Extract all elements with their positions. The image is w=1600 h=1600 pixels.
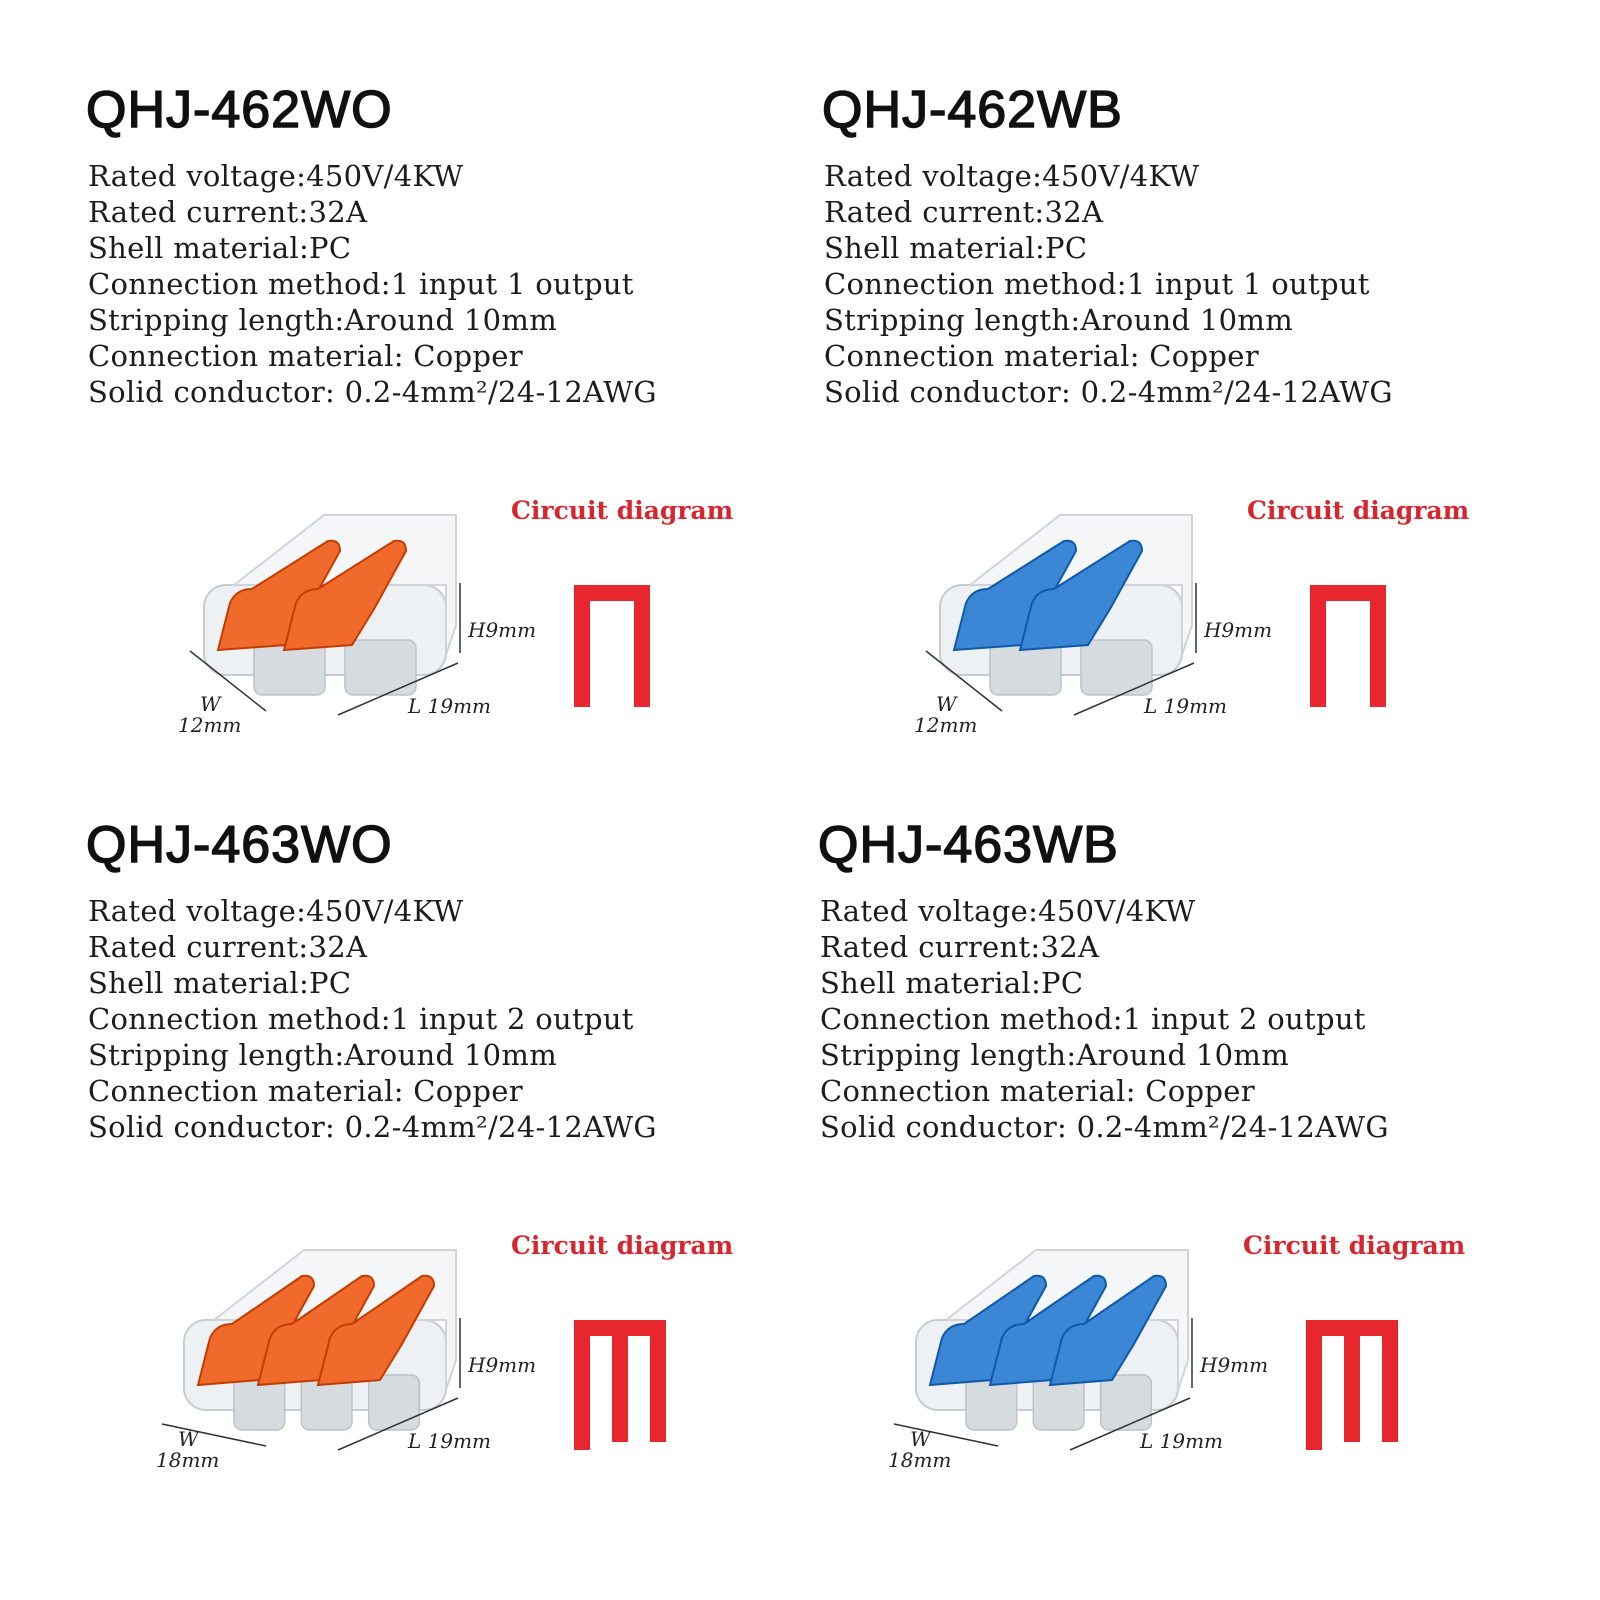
- connector-image: [146, 1210, 537, 1472]
- circuit-diagram-label: Circuit diagram: [511, 1231, 734, 1260]
- spec-line: Connection material: Copper: [820, 1074, 1255, 1108]
- width-dimension-label: W: [910, 1427, 931, 1451]
- circuit-path: [574, 585, 650, 707]
- spec-line: Rated voltage:450V/4KW: [824, 159, 1200, 193]
- circuit-diagram-label: Circuit diagram: [511, 496, 734, 525]
- spec-line: Rated voltage:450V/4KW: [88, 894, 464, 928]
- circuit-diagram-label: Circuit diagram: [1247, 496, 1470, 525]
- model-title: QHJ-462WB: [822, 81, 1123, 139]
- spec-line: Rated voltage:450V/4KW: [820, 894, 1196, 928]
- width-dimension-label: W: [936, 692, 957, 716]
- spec-line: Stripping length:Around 10mm: [820, 1038, 1290, 1072]
- height-dimension: H9mm: [468, 1353, 537, 1377]
- spec-line: Rated current:32A: [820, 930, 1100, 964]
- circuit-diagram-icon: [574, 1320, 674, 1450]
- spec-line: Shell material:PC: [88, 231, 352, 265]
- width-dimension-value: 18mm: [156, 1448, 220, 1472]
- spec-line: Solid conductor: 0.2-4mm²/24-12AWG: [824, 375, 1393, 409]
- spec-list: [88, 158, 657, 410]
- circuit-diagram-icon: [574, 585, 674, 715]
- spec-line: Shell material:PC: [88, 966, 352, 1000]
- length-dimension: L 19mm: [408, 694, 492, 718]
- spec-line: Shell material:PC: [820, 966, 1084, 1000]
- spec-line: Connection material: Copper: [88, 1074, 523, 1108]
- width-dimension-label: W: [178, 1427, 199, 1451]
- spec-line: Stripping length:Around 10mm: [88, 303, 558, 337]
- product-panel-qhj-463wo: [86, 815, 846, 1575]
- wire-slot: [369, 1375, 420, 1430]
- spec-line: Connection method:1 input 2 output: [88, 1002, 634, 1036]
- height-dimension: H9mm: [468, 618, 537, 642]
- product-panel-qhj-463wb: [818, 815, 1578, 1575]
- spec-line: Solid conductor: 0.2-4mm²/24-12AWG: [88, 375, 657, 409]
- connector-image: [146, 475, 537, 737]
- circuit-diagram-icon: [1306, 1320, 1406, 1450]
- circuit-path: [574, 1320, 666, 1450]
- spec-line: Stripping length:Around 10mm: [88, 1038, 558, 1072]
- product-panel-qhj-462wo: [86, 80, 846, 840]
- spec-line: Shell material:PC: [824, 231, 1088, 265]
- connector-image: [878, 1210, 1269, 1472]
- spec-line: Rated current:32A: [88, 930, 368, 964]
- spec-line: Rated current:32A: [824, 195, 1104, 229]
- length-dimension: L 19mm: [408, 1429, 492, 1453]
- wire-slot: [1101, 1375, 1152, 1430]
- spec-line: Connection method:1 input 1 output: [88, 267, 634, 301]
- width-dimension-value: 18mm: [888, 1448, 952, 1472]
- spec-line: Stripping length:Around 10mm: [824, 303, 1294, 337]
- length-dimension: L 19mm: [1140, 1429, 1224, 1453]
- length-dimension: L 19mm: [1144, 694, 1228, 718]
- product-panel-qhj-462wb: [822, 80, 1582, 840]
- circuit-diagram-icon: [1310, 585, 1410, 715]
- width-dimension-label: W: [200, 692, 221, 716]
- wire-slot: [1081, 640, 1152, 695]
- spec-line: Solid conductor: 0.2-4mm²/24-12AWG: [820, 1110, 1389, 1144]
- spec-line: Rated current:32A: [88, 195, 368, 229]
- spec-list: [824, 158, 1393, 410]
- spec-line: Connection method:1 input 2 output: [820, 1002, 1366, 1036]
- circuit-path: [1306, 1320, 1398, 1450]
- circuit-path: [1310, 585, 1386, 707]
- spec-line: Connection method:1 input 1 output: [824, 267, 1370, 301]
- width-dimension-value: 12mm: [914, 713, 978, 737]
- height-dimension: H9mm: [1204, 618, 1273, 642]
- model-title: QHJ-462WO: [86, 81, 393, 139]
- wire-slot: [345, 640, 416, 695]
- height-dimension: H9mm: [1200, 1353, 1269, 1377]
- spec-line: Rated voltage:450V/4KW: [88, 159, 464, 193]
- spec-line: Solid conductor: 0.2-4mm²/24-12AWG: [88, 1110, 657, 1144]
- spec-line: Connection material: Copper: [824, 339, 1259, 373]
- width-dimension-value: 12mm: [178, 713, 242, 737]
- circuit-diagram-label: Circuit diagram: [1243, 1231, 1466, 1260]
- spec-line: Connection material: Copper: [88, 339, 523, 373]
- connector-image: [882, 475, 1273, 737]
- model-title: QHJ-463WO: [86, 816, 393, 874]
- spec-list: [820, 893, 1389, 1145]
- model-title: QHJ-463WB: [818, 816, 1119, 874]
- spec-list: [88, 893, 657, 1145]
